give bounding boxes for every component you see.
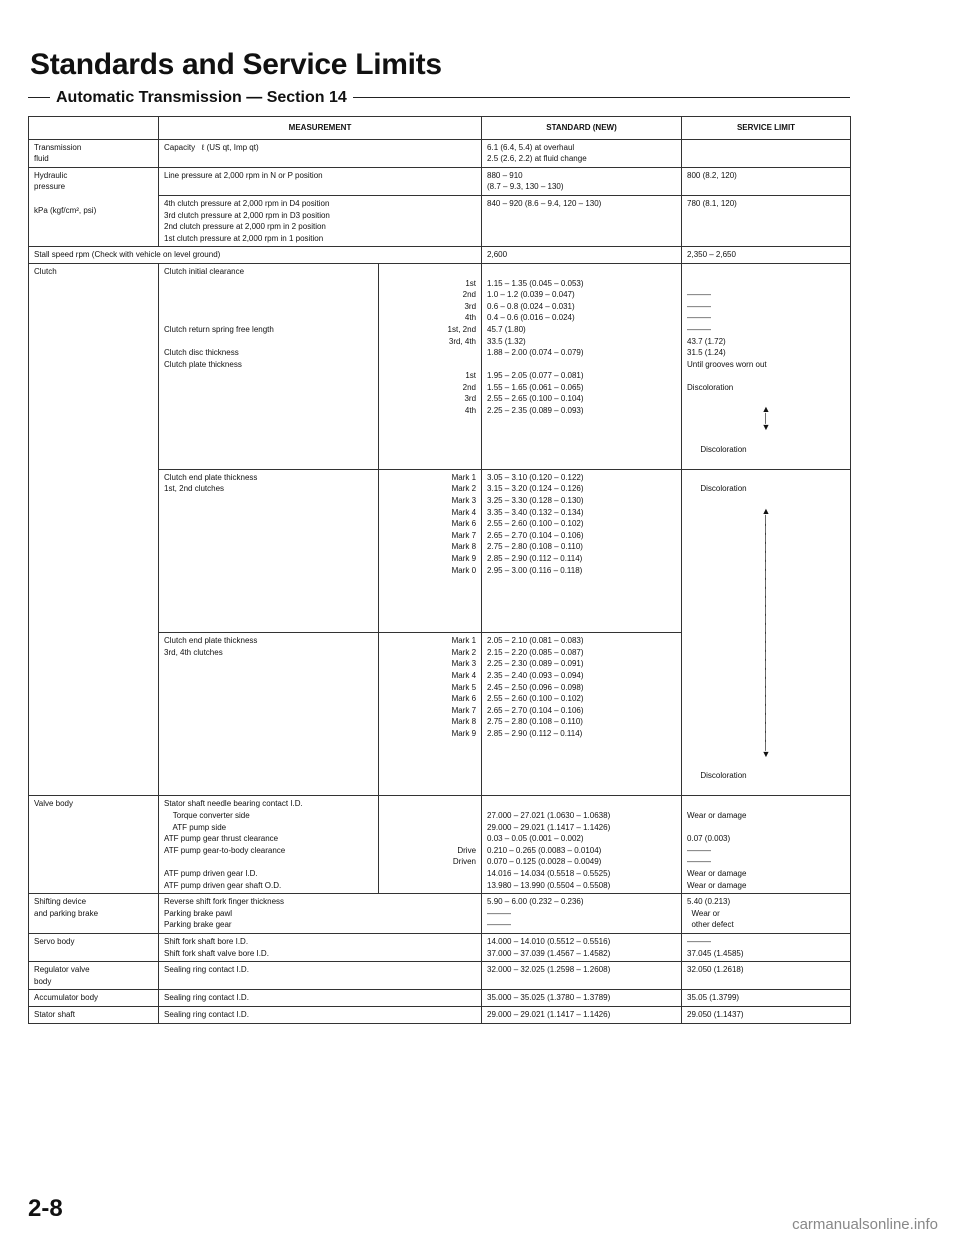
- table-row: [29, 990, 851, 1007]
- category-cell: Clutch: [29, 263, 159, 795]
- standard-cell: 35.000 – 35.025 (1.3780 – 1.3789): [482, 990, 682, 1007]
- header-service-limit: SERVICE LIMIT: [682, 117, 851, 140]
- standard-cell: 1.15 – 1.35 (0.045 – 0.053) 1.0 – 1.2 (0.039 – 0.047) 0.6 – 0.8 (0.024 – 0.031) 0.4 – 0.6 (0.016 – 0.024) 45.7 (1.80) 33.5 (1.32) 1.88 – 2.00 (0.074 – 0.079) 1.95 – 2.05 (0.077 – 0.081) 1.55 – 1.65 (0.061 – 0.065) 2.55 – 2.65 (0.100 – 0.104) 2.25 – 2.35 (0.089 – 0.093): [482, 263, 682, 469]
- limit-text: Discoloration: [700, 771, 747, 781]
- table-row: [29, 139, 851, 167]
- table-row: [29, 263, 851, 469]
- limit-cell: 800 (8.2, 120): [682, 167, 851, 195]
- limit-text: Discoloration: [700, 444, 747, 454]
- standard-cell: 32.000 – 32.025 (1.2598 – 1.2608): [482, 962, 682, 990]
- limit-cell: 35.05 (1.3799): [682, 990, 851, 1007]
- measurement-cell: Sealing ring contact I.D.: [159, 990, 482, 1007]
- measurement-cell: 4th clutch pressure at 2,000 rpm in D4 position 3rd clutch pressure at 2,000 rpm in D3 position 2nd clutch pressure at 2,000 rpm in 2 position 1st clutch pressure at 2,000 rpm in 1 position: [159, 195, 482, 246]
- category-cell: Valve body: [29, 796, 159, 894]
- position-cell: Mark 1 Mark 2 Mark 3 Mark 4 Mark 5 Mark 6 Mark 7 Mark 8 Mark 9: [379, 633, 482, 796]
- position-cell: 1st 2nd 3rd 4th 1st, 2nd 3rd, 4th 1st 2nd 3rd 4th: [379, 263, 482, 469]
- measurement-cell: Capacity ℓ (US qt, Imp qt): [159, 139, 482, 167]
- table-row: [29, 962, 851, 990]
- limit-cell: [682, 263, 851, 469]
- category-cell: Regulator valve body: [29, 962, 159, 990]
- standard-cell: 3.05 – 3.10 (0.120 – 0.122) 3.15 – 3.20 (0.124 – 0.126) 3.25 – 3.30 (0.128 – 0.130) 3.35 – 3.40 (0.132 – 0.134) 2.55 – 2.60 (0.100 – 0.102) 2.65 – 2.70 (0.104 – 0.106) 2.75 – 2.80 (0.108 – 0.110) 2.85 – 2.90 (0.112 – 0.114) 2.95 – 3.00 (0.116 – 0.118): [482, 469, 682, 632]
- category-cell: Servo body: [29, 933, 159, 961]
- category-cell: Stall speed rpm (Check with vehicle on level ground): [29, 247, 482, 264]
- watermark-footer[interactable]: carmanualsonline.info: [792, 1216, 938, 1233]
- category-cell: Transmission fluid: [29, 139, 159, 167]
- category-cell: Hydraulic pressure kPa (kgf/cm², psi): [29, 167, 159, 247]
- header-row: [29, 117, 851, 140]
- position-cell: Drive Driven: [379, 796, 482, 894]
- limit-cell: ——— 37.045 (1.4585): [682, 933, 851, 961]
- limit-cell: 780 (8.1, 120): [682, 195, 851, 246]
- standard-cell: 840 – 920 (8.6 – 9.4, 120 – 130): [482, 195, 682, 246]
- table-row: [29, 796, 851, 894]
- limit-cell: Wear or damage 0.07 (0.003) ——— ——— Wear or damage Wear or damage: [682, 796, 851, 894]
- table-row: [29, 933, 851, 961]
- measurement-cell: Sealing ring contact I.D.: [159, 962, 482, 990]
- standard-cell: 880 – 910 (8.7 – 9.3, 130 – 130): [482, 167, 682, 195]
- table-row: [29, 1006, 851, 1023]
- measurement-cell: Shift fork shaft bore I.D. Shift fork shaft valve bore I.D.: [159, 933, 482, 961]
- section-heading: [28, 89, 850, 106]
- standard-cell: 14.000 – 14.010 (0.5512 – 0.5516) 37.000 – 37.039 (1.4567 – 1.4582): [482, 933, 682, 961]
- page-title: Standards and Service Limits: [30, 48, 442, 81]
- standard-cell: 6.1 (6.4, 5.4) at overhaul 2.5 (2.6, 2.2) at fluid change: [482, 139, 682, 167]
- category-cell: Shifting device and parking brake: [29, 894, 159, 934]
- limit-cell: 29.050 (1.1437): [682, 1006, 851, 1023]
- measurement-cell: Stator shaft needle bearing contact I.D. Torque converter side ATF pump side ATF pump gear thrust clearance ATF pump gear-to-body clearance ATF pump driven gear I.D. ATF pump driven gear shaft O.D.: [159, 796, 379, 894]
- header-blank: [29, 117, 159, 140]
- standard-cell: 2.05 – 2.10 (0.081 – 0.083) 2.15 – 2.20 (0.085 – 0.087) 2.25 – 2.30 (0.089 – 0.091) 2.35 – 2.40 (0.093 – 0.094) 2.45 – 2.50 (0.096 – 0.098) 2.55 – 2.60 (0.100 – 0.102) 2.65 – 2.70 (0.104 – 0.106) 2.75 – 2.80 (0.108 – 0.110) 2.85 – 2.90 (0.112 – 0.114): [482, 633, 682, 796]
- limit-cell: [682, 139, 851, 167]
- standard-cell: 5.90 – 6.00 (0.232 – 0.236) ——— ———: [482, 894, 682, 934]
- double-arrow-icon: ▲ │ ▼: [761, 404, 771, 433]
- measurement-cell: Clutch end plate thickness 3rd, 4th clutches: [159, 633, 379, 796]
- limit-cell: 32.050 (1.2618): [682, 962, 851, 990]
- limit-cell: 5.40 (0.213) Wear or other defect: [682, 894, 851, 934]
- limit-cell: 2,350 – 2,650: [682, 247, 851, 264]
- category-cell: Stator shaft: [29, 1006, 159, 1023]
- table-row: [29, 167, 851, 195]
- measurement-cell: Clutch initial clearance Clutch return spring free length Clutch disc thickness Clutch plate thickness: [159, 263, 379, 469]
- measurement-cell: Line pressure at 2,000 rpm in N or P position: [159, 167, 482, 195]
- table-row: [29, 894, 851, 934]
- header-measurement: MEASUREMENT: [159, 117, 482, 140]
- standard-cell: 2,600: [482, 247, 682, 264]
- limit-cell: [682, 469, 851, 796]
- limit-text: ——— ——— ——— ——— 43.7 (1.72) 31.5 (1.24) Until grooves worn out Discoloration: [687, 290, 767, 392]
- category-cell: Accumulator body: [29, 990, 159, 1007]
- page-number: 2-8: [28, 1195, 63, 1222]
- standard-cell: 29.000 – 29.021 (1.1417 – 1.1426): [482, 1006, 682, 1023]
- table-row: [29, 247, 851, 264]
- position-cell: Mark 1 Mark 2 Mark 3 Mark 4 Mark 6 Mark 7 Mark 8 Mark 9 Mark 0: [379, 469, 482, 632]
- specs-table: [28, 116, 851, 1024]
- up-arrow-icon: ▲ │ │ │ │ │ │ │ │ │ │ │ │ │ │ │ │ │ │ │ │ │ │ │ │ │ │ ▼: [761, 505, 771, 759]
- standard-cell: 27.000 – 27.021 (1.0630 – 1.0638) 29.000 – 29.021 (1.1417 – 1.1426) 0.03 – 0.05 (0.001 – 0.002) 0.210 – 0.265 (0.0083 – 0.0104) 0.070 – 0.125 (0.0028 – 0.0049) 14.016 – 14.034 (0.5518 – 0.5525) 13.980 – 13.990 (0.5504 – 0.5508): [482, 796, 682, 894]
- limit-text: Discoloration: [700, 484, 747, 494]
- measurement-cell: Clutch end plate thickness 1st, 2nd clutches: [159, 469, 379, 632]
- header-standard: STANDARD (NEW): [482, 117, 682, 140]
- measurement-cell: Reverse shift fork finger thickness Parking brake pawl Parking brake gear: [159, 894, 482, 934]
- section-label: Automatic Transmission — Section 14: [50, 89, 353, 107]
- measurement-cell: Sealing ring contact I.D.: [159, 1006, 482, 1023]
